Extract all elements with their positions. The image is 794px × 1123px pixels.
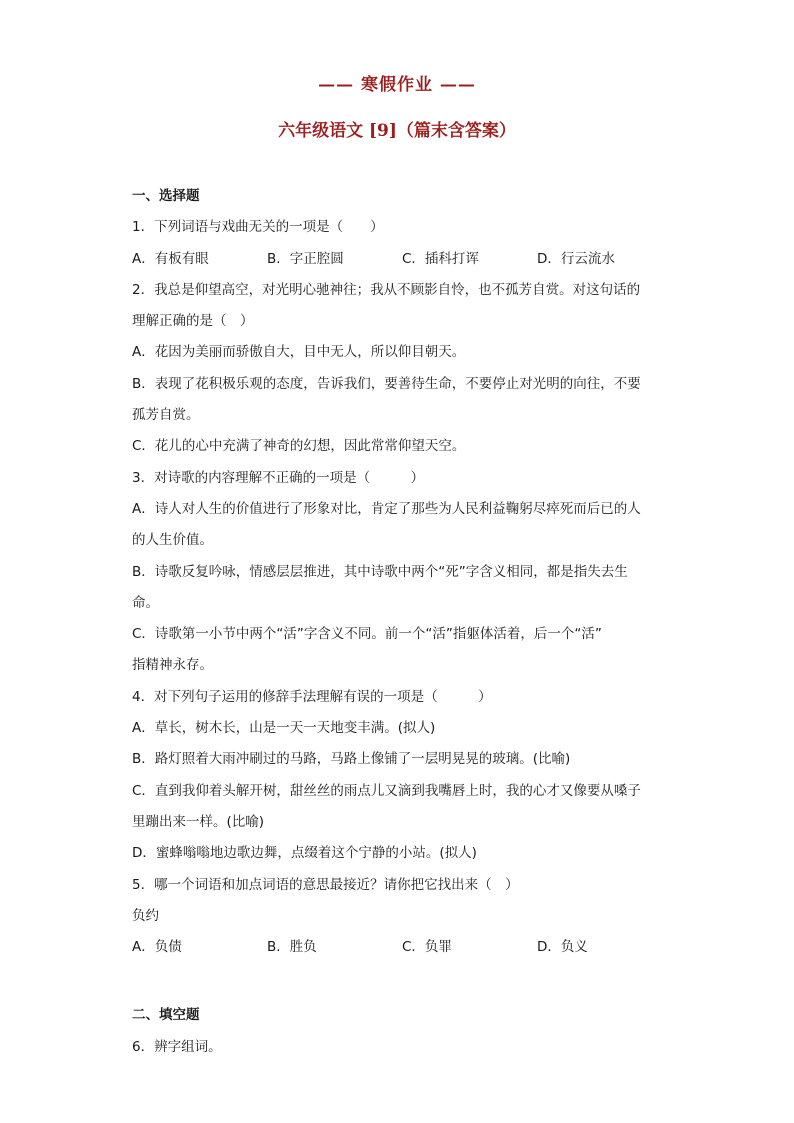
section-title-choice: 一、选择题 xyxy=(132,188,200,204)
question-2-option-b-line-1: B．表现了花积极乐观的态度，告诉我们，要善待生命，不要停止对光明的向往，不要 xyxy=(132,375,641,392)
document-title: 六年级语文 [9]（篇末含答案） xyxy=(278,121,516,141)
question-3-option-b-line-1: B．诗歌反复吟咏，情感层层推进，其中诗歌中两个“死”字含义相同，都是指失去生 xyxy=(132,563,628,580)
question-4-option-b: B．路灯照着大雨冲刷过的马路，马路上像铺了一层明晃晃的玻璃。(比喻) xyxy=(132,751,571,768)
option-b: B．胜负 xyxy=(267,939,317,956)
question-5-stem: 5．哪一个词语和加点词语的意思最接近？请你把它找出来（ ） xyxy=(132,876,519,893)
question-6-stem: 6．辨字组词。 xyxy=(132,1038,222,1055)
option-d: D．负义 xyxy=(537,939,588,956)
question-3-option-c-line-1: C．诗歌第一小节中两个“活”字含义不同。前一个“活”指躯体活着，后一个“活” xyxy=(132,626,602,643)
question-2-stem-line-1: 2．我总是仰望高空，对光明心驰神往；我从不顾影自怜，也不孤芳自赏。对这句话的 xyxy=(132,281,641,298)
question-2-option-c: C．花儿的心中充满了神奇的幻想，因此常常仰望天空。 xyxy=(132,438,466,455)
document-body xyxy=(132,186,672,1068)
option-c: C．插科打诨 xyxy=(402,250,479,267)
section-spacer xyxy=(132,968,672,1005)
question-3-option-a-line-2: 的人生价值。 xyxy=(132,532,213,549)
question-4-option-a: A．草长，树木长，山是一天一天地变丰满。(拟人) xyxy=(132,720,436,737)
option-c: C．负罪 xyxy=(402,939,452,956)
question-5-options xyxy=(132,937,672,968)
question-1-options xyxy=(132,249,672,280)
question-2-option-a: A．花因为美丽而骄傲自大，目中无人，所以仰目朝天。 xyxy=(132,344,466,361)
section-title-fill: 二、填空题 xyxy=(132,1007,200,1024)
option-d: D．行云流水 xyxy=(537,250,615,267)
option-a: A．有板有眼 xyxy=(132,250,209,267)
question-1-stem: 1．下列词语与戏曲无关的一项是（ ） xyxy=(132,219,384,236)
question-2-option-b-line-2: 孤芳自赏。 xyxy=(132,407,200,424)
question-3-option-b-line-2: 命。 xyxy=(132,594,159,611)
question-3-option-a-line-1: A．诗人对人生的价值进行了形象对比，肯定了那些为人民利益鞠躬尽瘁死而后已的人 xyxy=(132,500,641,517)
question-4-option-c-line-2: 里蹦出来一样。(比喻) xyxy=(132,813,265,830)
question-4-option-d: D．蜜蜂嗡嗡地边歌边舞，点缀着这个宁静的小站。(拟人) xyxy=(132,845,477,862)
question-3-option-c-line-2: 指精神永存。 xyxy=(132,657,213,674)
question-4-stem: 4．对下列句子运用的修辞手法理解有误的一项是（ ） xyxy=(132,688,492,705)
option-a: A．负债 xyxy=(132,939,182,956)
question-5-word: 负约 xyxy=(132,907,159,924)
option-b: B．字正腔圆 xyxy=(267,250,344,267)
question-2-stem-line-2: 理解正确的是（ ） xyxy=(132,313,254,330)
question-4-option-c-line-1: C．直到我仰着头解开树，甜丝丝的雨点儿又滴到我嘴唇上时，我的心才又像要从嗓子 xyxy=(132,782,641,799)
homework-banner: —— 寒假作业 —— xyxy=(318,75,476,95)
question-3-stem: 3．对诗歌的内容理解不正确的一项是（ ） xyxy=(132,469,425,486)
